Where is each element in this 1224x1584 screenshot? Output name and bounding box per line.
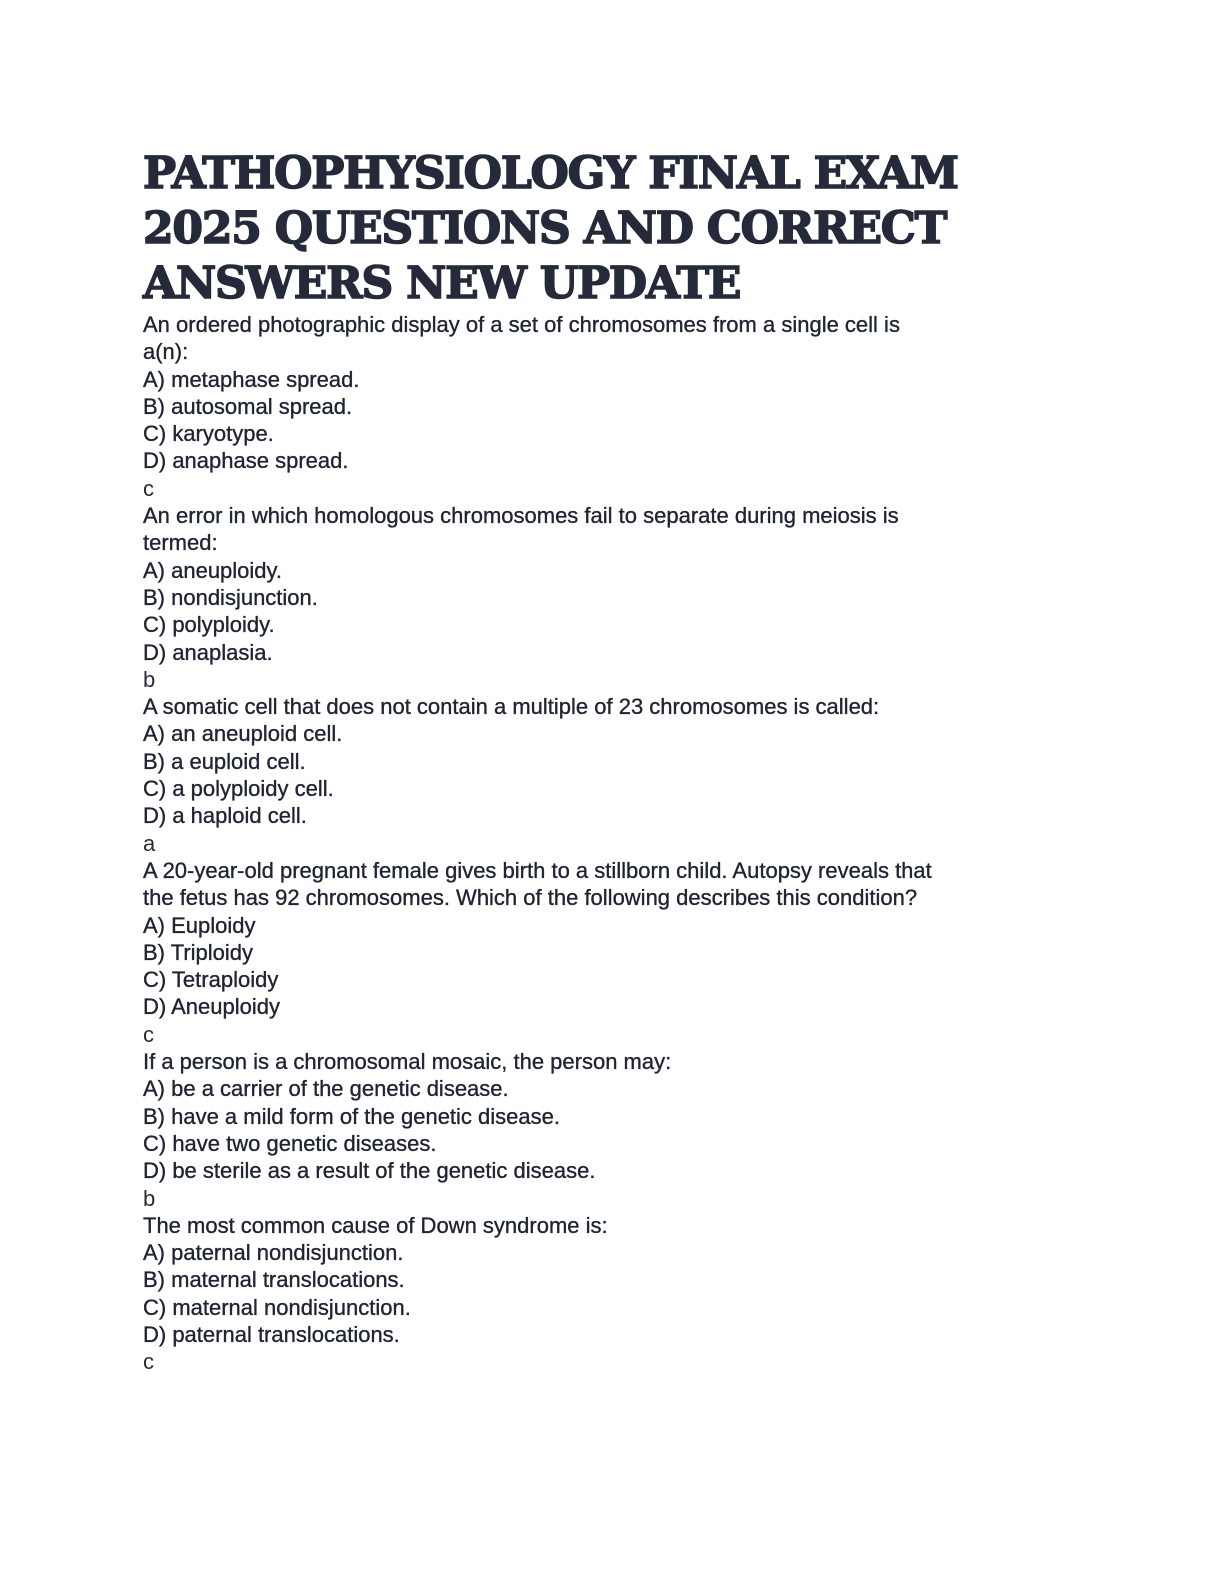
option-b: B) nondisjunction.	[143, 584, 318, 610]
option-b: B) have a mild form of the genetic disease.	[143, 1103, 560, 1129]
question-6	[143, 1212, 1103, 1376]
option-d: D) a haploid cell.	[143, 803, 307, 829]
question-4	[143, 857, 1103, 1048]
option-c: C) have two genetic diseases.	[143, 1130, 437, 1156]
option-a: A) aneuploidy.	[143, 557, 283, 583]
question-stem: termed:	[143, 530, 218, 556]
option-c: C) a polyploidy cell.	[143, 776, 334, 802]
question-2	[143, 502, 1103, 693]
question-stem: the fetus has 92 chromosomes. Which of the following describes this condition?	[143, 885, 918, 911]
question-1	[143, 311, 1103, 502]
option-c: C) maternal nondisjunction.	[143, 1294, 411, 1320]
question-stem: A somatic cell that does not contain a multiple of 23 chromosomes is called:	[143, 694, 880, 720]
question-stem: The most common cause of Down syndrome is:	[143, 1212, 608, 1238]
answer-key: c	[143, 475, 154, 501]
document-title	[143, 146, 1103, 311]
option-d: D) be sterile as a result of the genetic disease.	[143, 1158, 596, 1184]
option-c: C) karyotype.	[143, 421, 274, 447]
question-stem: a(n):	[143, 339, 189, 365]
option-b: B) autosomal spread.	[143, 393, 353, 419]
question-5	[143, 1048, 1103, 1212]
title-line: PATHOPHYSIOLOGY FINAL EXAM	[143, 148, 958, 199]
answer-key: c	[143, 1349, 154, 1375]
option-a: A) paternal nondisjunction.	[143, 1240, 404, 1266]
title-line: 2025 QUESTIONS AND CORRECT	[143, 203, 947, 254]
option-a: A) metaphase spread.	[143, 366, 360, 392]
option-c: C) polyploidy.	[143, 612, 275, 638]
option-a: A) be a carrier of the genetic disease.	[143, 1076, 509, 1102]
question-list	[143, 311, 1103, 1376]
answer-key: c	[143, 1021, 154, 1047]
answer-key: a	[143, 830, 156, 856]
option-d: D) paternal translocations.	[143, 1321, 400, 1347]
option-d: D) anaphase spread.	[143, 448, 349, 474]
question-stem: If a person is a chromosomal mosaic, the person may:	[143, 1049, 672, 1075]
title-line: ANSWERS NEW UPDATE	[143, 258, 741, 309]
answer-key: b	[143, 666, 156, 692]
option-b: B) a euploid cell.	[143, 748, 306, 774]
question-3	[143, 693, 1103, 857]
option-d: D) anaplasia.	[143, 639, 273, 665]
answer-key: b	[143, 1185, 156, 1211]
question-stem: A 20-year-old pregnant female gives birth to a stillborn child. Autopsy reveals that	[143, 857, 932, 883]
option-a: A) an aneuploid cell.	[143, 721, 343, 747]
option-a: A) Euploidy	[143, 912, 256, 938]
option-b: B) maternal translocations.	[143, 1267, 405, 1293]
option-d: D) Aneuploidy	[143, 994, 280, 1020]
question-stem: An error in which homologous chromosomes fail to separate during meiosis is	[143, 503, 899, 529]
question-stem: An ordered photographic display of a set of chromosomes from a single cell is	[143, 312, 900, 337]
option-c: C) Tetraploidy	[143, 967, 279, 993]
option-b: B) Triploidy	[143, 939, 254, 965]
document-content	[143, 146, 1103, 1376]
